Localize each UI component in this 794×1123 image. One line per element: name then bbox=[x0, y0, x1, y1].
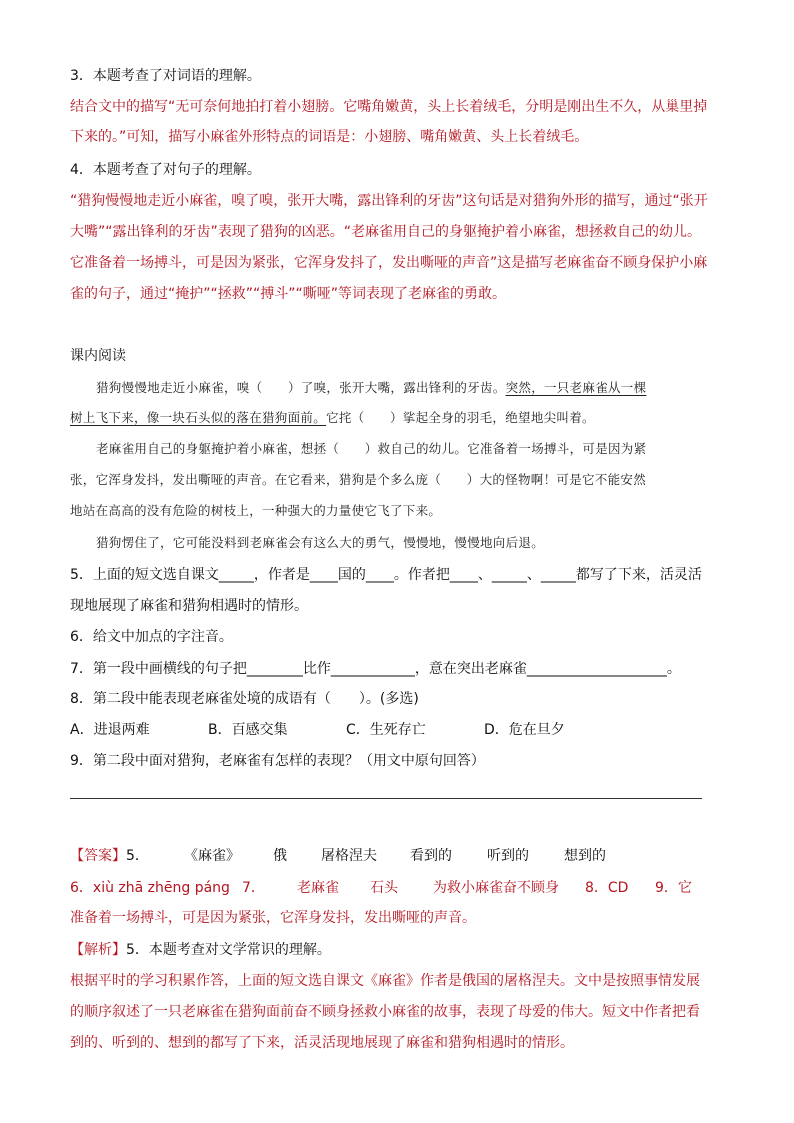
answer-line bbox=[70, 798, 702, 799]
underlined-sentence-part2: 树上飞下来，像一块石头似的落在猎狗面前。 bbox=[70, 410, 327, 425]
analysis-label: 【解析】 bbox=[70, 942, 126, 958]
answer-9-rest: 准备着一场搏斗，可是因为紧张，它浑身发抖，发出嘶哑的声音。 bbox=[70, 910, 476, 926]
answer-5-heard: 听到的 bbox=[487, 848, 529, 864]
passage-p3-line1: 猎狗愣住了，它可能没料到老麻雀会有这么大的勇气，慢慢地，慢慢地向后退。 bbox=[96, 535, 545, 550]
answer-label: 【答案】 bbox=[70, 848, 126, 864]
analysis-heading: 5．本题考查对文学常识的理解。 bbox=[126, 942, 331, 958]
answer-9-start: 9．它 bbox=[655, 880, 692, 896]
question-6: 6．给文中加点的字注音。 bbox=[70, 629, 233, 645]
q4-text-line4: 雀的句子，通过“掩护”“拯救”“搏斗”“嘶哑”等词表现了老麻雀的勇敢。 bbox=[70, 286, 507, 302]
analysis-heading-row bbox=[70, 940, 331, 960]
answer-row1 bbox=[70, 846, 606, 866]
option-b: B．百感交集 bbox=[208, 722, 288, 738]
passage-p1-line2-plain: 它挓（ ）挲起全身的羽毛，绝望地尖叫着。 bbox=[326, 410, 595, 425]
answer-7-object: 石头 bbox=[370, 880, 398, 896]
section-title: 课内阅读 bbox=[70, 348, 126, 364]
passage-p2-line3: 地站在高高的没有危险的树枝上，一种强大的力量使它飞了下来。 bbox=[70, 503, 442, 518]
answer-5-country: 俄 bbox=[273, 848, 287, 864]
question-7: 7．第一段中画横线的句子把________比作____________，意在突出老麻雀____________________。 bbox=[70, 661, 681, 677]
passage-p2-line1: 老麻雀用自己的身躯掩护着小麻雀，想拯（ ）救自己的幼儿。它准备着一场搏斗，可是因为紧 bbox=[96, 441, 647, 456]
q3-text-line2: 下来的。”可知，描写小麻雀外形特点的词语是：小翅膀、嘴角嫩黄、头上长着绒毛。 bbox=[70, 129, 589, 145]
answer-row2 bbox=[70, 878, 692, 898]
question-5-line1: 5．上面的短文选自课文_____，作者是____国的____。作者把____、_____、_____都写了下来，活灵活 bbox=[70, 567, 702, 583]
option-c: C．生死存亡 bbox=[346, 722, 426, 738]
passage-p1-line1-plain: 猎狗慢慢地走近小麻雀，嗅（ ）了嗅，张开大嘴，露出锋利的牙齿。 bbox=[96, 380, 506, 395]
passage-p1-line2 bbox=[70, 409, 595, 427]
option-a: A．进退两难 bbox=[70, 722, 150, 738]
analysis-line3: 到的、听到的、想到的都写了下来，活灵活现地展现了麻雀和猎狗相遇时的情形。 bbox=[70, 1035, 574, 1051]
answer-7-subject: 老麻雀 bbox=[297, 880, 339, 896]
answer-5-title: 《麻雀》 bbox=[184, 848, 240, 864]
question-8: 8．第二段中能表现老麻雀处境的成语有（ ）。(多选) bbox=[70, 691, 419, 707]
answer-8: 8．CD bbox=[585, 880, 629, 896]
question-5-line2: 现地展现了麻雀和猎狗相遇时的情形。 bbox=[70, 598, 308, 614]
q4-heading: 4．本题考查了对句子的理解。 bbox=[70, 162, 261, 178]
q4-text-line1: “猎狗慢慢地走近小麻雀，嗅了嗅，张开大嘴，露出锋利的牙齿”这句话是对猎狗外形的描写，通过“张开 bbox=[70, 193, 708, 209]
answer-6: 6．xiù zhā zhēng páng bbox=[70, 880, 230, 896]
question-9: 9．第二段中面对猎狗，老麻雀有怎样的表现？（用文中原句回答） bbox=[70, 753, 485, 769]
answer-5-saw: 看到的 bbox=[410, 848, 452, 864]
analysis-line1: 根据平时的学习积累作答，上面的短文选自课文《麻雀》作者是俄国的屠格涅夫。文中是按照事情发展 bbox=[70, 973, 700, 989]
analysis-line2: 的顺序叙述了一只老麻雀在猎狗面前奋不顾身拯救小麻雀的故事，表现了母爱的伟大。短文中作者把看 bbox=[70, 1004, 700, 1020]
answer-7: 7． bbox=[242, 880, 265, 896]
answer-5: 5． bbox=[126, 848, 149, 864]
q4-text-line2: 大嘴”“露出锋利的牙齿”表现了猎狗的凶恶。“老麻雀用自己的身躯掩护着小麻雀，想拯救自己的幼儿。 bbox=[70, 224, 702, 240]
q4-text-line3: 它准备着一场搏斗，可是因为紧张，它浑身发抖了，发出嘶哑的声音”这是描写老麻雀奋不顾身保护小麻 bbox=[70, 255, 708, 271]
answer-5-author: 屠格涅夫 bbox=[321, 848, 377, 864]
answer-7-meaning: 为救小麻雀奋不顾身 bbox=[433, 880, 559, 896]
underlined-sentence-part1: 突然，一只老麻雀从一棵 bbox=[505, 380, 647, 395]
passage-p2-line2: 张，它浑身发抖，发出嘶哑的声音。在它看来，猎狗是个多么庞（ ）大的怪物啊！可是它不能安然 bbox=[70, 472, 647, 487]
option-d: D．危在旦夕 bbox=[484, 722, 565, 738]
answer-5-thought: 想到的 bbox=[564, 848, 606, 864]
passage-p1-line1 bbox=[96, 379, 646, 397]
question-8-options bbox=[70, 720, 565, 740]
q3-heading: 3．本题考查了对词语的理解。 bbox=[70, 68, 261, 84]
q3-text-line1: 结合文中的描写“无可奈何地拍打着小翅膀。它嘴角嫩黄，头上长着绒毛，分明是刚出生不久，从巢里掉 bbox=[70, 99, 708, 115]
